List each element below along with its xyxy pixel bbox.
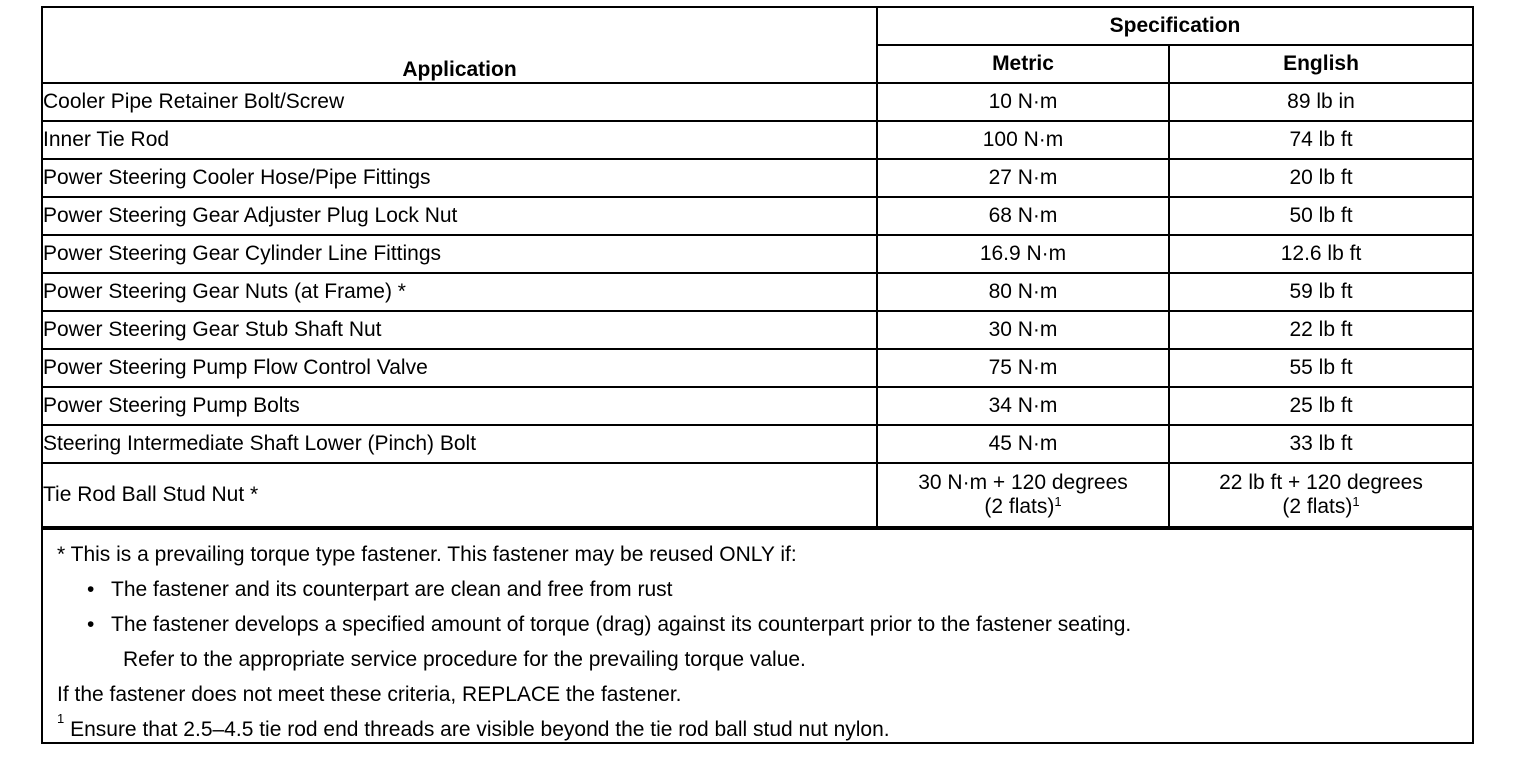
english-cell: 12.6 lb ft xyxy=(1169,235,1472,273)
english-cell: 55 lb ft xyxy=(1169,349,1472,387)
table-row xyxy=(43,159,1472,197)
table-row xyxy=(43,425,1472,463)
english-line-2: (2 flats) xyxy=(1282,495,1353,518)
table-row xyxy=(43,197,1472,235)
metric-line-1: 30 N·m + 120 degrees xyxy=(918,471,1128,494)
footnote-mark: 1 xyxy=(1054,494,1062,509)
table-row xyxy=(43,311,1472,349)
application-cell: Power Steering Pump Flow Control Valve xyxy=(43,349,877,387)
prevailing-torque-note: * This is a prevailing torque type fastener. This fastener may be reused ONLY if: xyxy=(57,543,797,566)
metric-cell: 45 N·m xyxy=(877,425,1169,463)
table-row xyxy=(43,273,1472,311)
application-cell: Power Steering Gear Adjuster Plug Lock Nut xyxy=(43,197,877,235)
english-cell: 22 lb ft xyxy=(1169,311,1472,349)
fastener-torque-table xyxy=(43,8,1472,528)
english-cell: 74 lb ft xyxy=(1169,121,1472,159)
bullet-text: The fastener develops a specified amount of torque (drag) against its counterpart prior to the fastener seating. xyxy=(111,613,1132,636)
header-row-top xyxy=(43,8,1472,45)
application-header: Application xyxy=(43,8,877,83)
note-bullet-item xyxy=(57,572,1472,607)
english-line-1: 22 lb ft + 120 degrees xyxy=(1219,471,1423,494)
metric-cell: 68 N·m xyxy=(877,197,1169,235)
table-row-tie-rod-ball-stud-nut xyxy=(43,463,1472,527)
metric-cell: 75 N·m xyxy=(877,349,1169,387)
application-cell: Power Steering Gear Cylinder Line Fittings xyxy=(43,235,877,273)
metric-cell: 10 N·m xyxy=(877,83,1169,121)
table-row xyxy=(43,83,1472,121)
english-cell: 89 lb in xyxy=(1169,83,1472,121)
footnote-mark: 1 xyxy=(57,711,65,726)
application-cell: Power Steering Gear Nuts (at Frame) * xyxy=(43,273,877,311)
footnote xyxy=(57,712,1472,747)
metric-cell: 80 N·m xyxy=(877,273,1169,311)
application-cell: Inner Tie Rod xyxy=(43,121,877,159)
metric-cell: 100 N·m xyxy=(877,121,1169,159)
english-header: English xyxy=(1169,45,1472,83)
specification-header: Specification xyxy=(877,8,1472,45)
metric-cell xyxy=(877,463,1169,527)
table-notes xyxy=(43,528,1472,747)
footnote-mark: 1 xyxy=(1352,494,1360,509)
english-cell: 20 lb ft xyxy=(1169,159,1472,197)
application-cell: Tie Rod Ball Stud Nut * xyxy=(43,463,877,527)
application-cell: Power Steering Pump Bolts xyxy=(43,387,877,425)
english-cell: 25 lb ft xyxy=(1169,387,1472,425)
english-cell: 59 lb ft xyxy=(1169,273,1472,311)
table-row xyxy=(43,121,1472,159)
bullet-continuation: Refer to the appropriate service procedure for the prevailing torque value. xyxy=(123,648,806,671)
metric-cell: 30 N·m xyxy=(877,311,1169,349)
application-cell: Power Steering Gear Stub Shaft Nut xyxy=(43,311,877,349)
metric-cell: 27 N·m xyxy=(877,159,1169,197)
specification-table-frame xyxy=(41,6,1474,744)
metric-line-2: (2 flats) xyxy=(984,495,1055,518)
metric-header: Metric xyxy=(877,45,1169,83)
bullet-icon: • xyxy=(87,613,95,636)
note-bullet-item xyxy=(57,607,1472,642)
bullet-text: The fastener and its counterpart are clean and free from rust xyxy=(111,578,673,601)
table-row xyxy=(43,387,1472,425)
english-cell: 50 lb ft xyxy=(1169,197,1472,235)
metric-cell: 34 N·m xyxy=(877,387,1169,425)
footnote-text: Ensure that 2.5–4.5 tie rod end threads are visible beyond the tie rod ball stud nut nylon. xyxy=(70,718,890,741)
table-row xyxy=(43,349,1472,387)
english-cell xyxy=(1169,463,1472,527)
english-cell: 33 lb ft xyxy=(1169,425,1472,463)
metric-cell: 16.9 N·m xyxy=(877,235,1169,273)
table-row xyxy=(43,235,1472,273)
application-cell: Cooler Pipe Retainer Bolt/Screw xyxy=(43,83,877,121)
application-cell: Power Steering Cooler Hose/Pipe Fittings xyxy=(43,159,877,197)
bullet-icon: • xyxy=(87,578,95,601)
application-cell: Steering Intermediate Shaft Lower (Pinch) Bolt xyxy=(43,425,877,463)
replace-note: If the fastener does not meet these criteria, REPLACE the fastener. xyxy=(57,683,682,706)
